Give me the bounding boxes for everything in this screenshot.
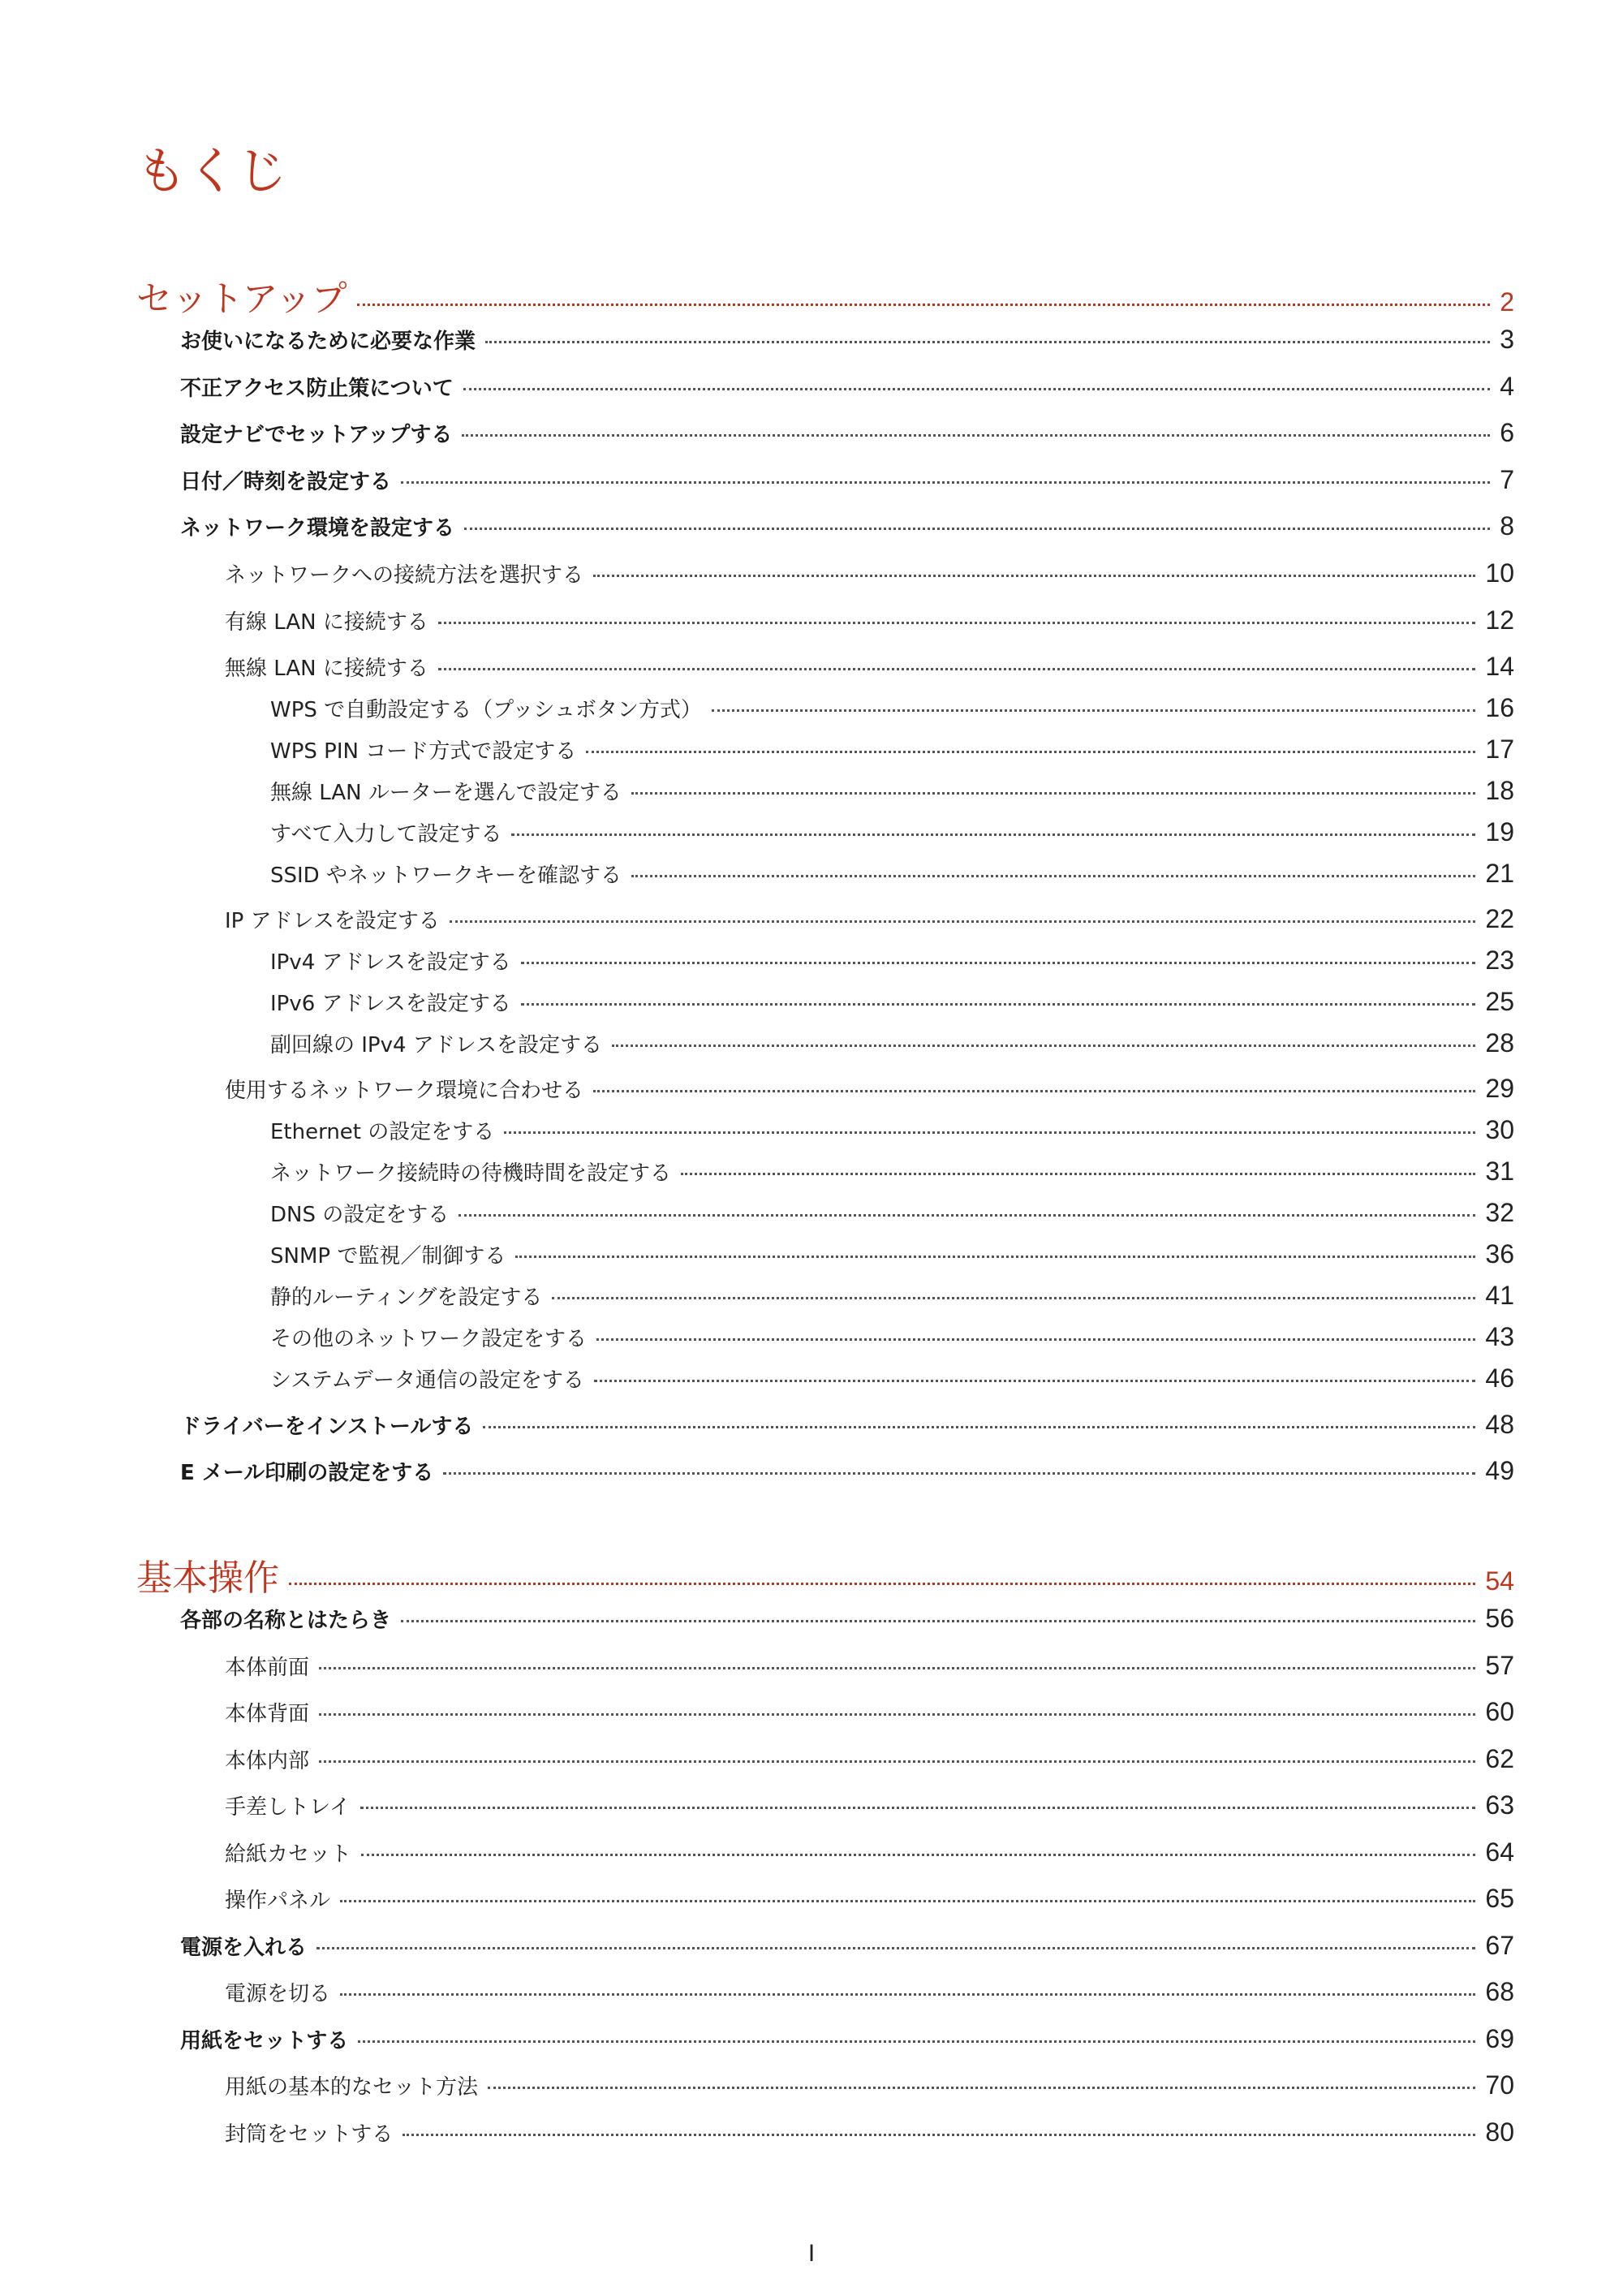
toc-entry-page-number[interactable]: 23 — [1485, 946, 1514, 975]
toc-section-entry[interactable] — [136, 1549, 1514, 1600]
toc-entry-page-number[interactable]: 60 — [1485, 1697, 1514, 1726]
toc-entry-page-number[interactable]: 4 — [1500, 372, 1514, 401]
toc-entry[interactable] — [270, 1281, 1514, 1311]
dot-leader — [358, 2040, 1475, 2043]
dot-leader — [521, 1003, 1476, 1006]
toc-entry[interactable] — [225, 2070, 1514, 2100]
dot-leader — [631, 792, 1476, 795]
toc-entry[interactable] — [225, 904, 1514, 934]
toc-entry[interactable] — [270, 1322, 1514, 1352]
dot-leader — [450, 920, 1476, 923]
dot-leader — [631, 875, 1475, 877]
dot-leader — [360, 1807, 1476, 1809]
toc-entry-label[interactable]: 封筒をセットする — [225, 2122, 394, 2147]
toc-entry-page-number[interactable]: 56 — [1485, 1604, 1514, 1633]
dot-leader — [462, 434, 1490, 437]
dot-leader — [361, 1854, 1475, 1856]
toc-entry-label[interactable]: 使用するネットワーク環境に合わせる — [225, 1079, 584, 1103]
toc-entry-label[interactable]: 給紙カセット — [225, 1842, 352, 1867]
toc-entry[interactable] — [225, 2117, 1514, 2147]
toc-entry[interactable] — [180, 511, 1514, 541]
toc-entry-label[interactable]: ドライバーをインストールする — [180, 1415, 474, 1439]
toc-entry[interactable] — [225, 1790, 1514, 1820]
toc-entry[interactable] — [180, 418, 1514, 448]
toc-entry-label[interactable]: 本体前面 — [225, 1656, 310, 1680]
toc-entry-page-number[interactable]: 48 — [1485, 1410, 1514, 1439]
dot-leader — [340, 1900, 1475, 1902]
toc-entry-page-number[interactable]: 31 — [1485, 1157, 1514, 1186]
toc-entry-page-number[interactable]: 29 — [1485, 1074, 1514, 1103]
page-title: もくじ — [136, 141, 288, 200]
toc-entry-label[interactable]: DNS の設定をする — [270, 1203, 450, 1227]
toc-entry-page-number[interactable]: 63 — [1485, 1790, 1514, 1820]
toc-entry-page-number[interactable]: 49 — [1485, 1456, 1514, 1485]
toc-entry-label[interactable]: WPS で自動設定する（プッシュボタン方式） — [270, 698, 702, 722]
toc-entry-label[interactable]: システムデータ通信の設定をする — [270, 1368, 584, 1393]
toc-entry[interactable] — [180, 372, 1514, 402]
toc-entry-page-number[interactable]: 10 — [1485, 558, 1514, 588]
toc-entry-label[interactable]: 設定ナビでセットアップする — [180, 423, 453, 447]
toc-entry[interactable] — [270, 987, 1514, 1017]
toc-entry-label[interactable]: お使いになるために必要な作業 — [180, 330, 476, 354]
dot-leader — [340, 1993, 1475, 1996]
dot-leader — [319, 1713, 1475, 1716]
toc-entry[interactable] — [180, 1931, 1514, 1961]
toc-entry-label[interactable]: 本体内部 — [225, 1749, 310, 1773]
toc-entry-label[interactable]: セットアップ — [136, 278, 347, 320]
toc-entry-label[interactable]: Ethernet の設定をする — [270, 1120, 495, 1144]
toc-entry[interactable] — [225, 1837, 1514, 1867]
dot-leader — [319, 1667, 1475, 1669]
toc-entry-page-number[interactable]: 80 — [1485, 2117, 1514, 2147]
toc-entry-page-number[interactable]: 25 — [1485, 987, 1514, 1016]
toc-entry[interactable] — [180, 325, 1514, 355]
toc-entry[interactable] — [225, 605, 1514, 635]
toc-entry[interactable] — [270, 693, 1514, 723]
toc-entry-page-number[interactable]: 64 — [1485, 1837, 1514, 1867]
toc-entry[interactable] — [225, 558, 1514, 588]
toc-entry[interactable] — [180, 2024, 1514, 2054]
toc-entry-label[interactable]: 不正アクセス防止策について — [180, 377, 454, 401]
toc-entry-page-number[interactable]: 18 — [1485, 776, 1514, 805]
toc-entry[interactable] — [270, 1198, 1514, 1228]
dot-leader — [438, 622, 1476, 624]
toc-entry[interactable] — [270, 1157, 1514, 1187]
dot-leader — [504, 1131, 1475, 1134]
dot-leader — [357, 304, 1491, 306]
dot-leader — [612, 1045, 1475, 1047]
toc-entry[interactable] — [270, 1115, 1514, 1145]
dot-leader — [681, 1173, 1475, 1175]
toc-entry-page-number[interactable]: 67 — [1485, 1931, 1514, 1960]
dot-leader — [443, 1472, 1475, 1475]
dot-leader — [596, 1338, 1475, 1341]
dot-leader — [319, 1760, 1475, 1763]
toc-entry-page-number[interactable]: 62 — [1485, 1744, 1514, 1773]
toc-entry[interactable] — [180, 1456, 1514, 1486]
dot-leader — [401, 1620, 1475, 1622]
toc-entry-label[interactable]: 用紙の基本的なセット方法 — [225, 2075, 479, 2100]
toc-entry-label[interactable]: すべて入力して設定する — [270, 822, 502, 846]
toc-entry-label[interactable]: 電源を入れる — [180, 1936, 308, 1960]
toc-entry-label[interactable]: ネットワーク環境を設定する — [180, 516, 455, 541]
toc-entry-label[interactable]: E メール印刷の設定をする — [180, 1461, 434, 1485]
toc-entry[interactable] — [225, 1651, 1514, 1681]
toc-entry-page-number[interactable]: 70 — [1485, 2070, 1514, 2100]
toc-entry-label[interactable]: WPS PIN コード方式で設定する — [270, 739, 577, 764]
toc-entry[interactable] — [225, 1744, 1514, 1774]
toc-entry-label[interactable]: ネットワークへの接続方法を選択する — [225, 563, 584, 588]
dot-leader — [712, 709, 1476, 712]
dot-leader — [485, 341, 1490, 343]
toc-entry-page-number[interactable]: 22 — [1485, 904, 1514, 933]
toc-entry-page-number[interactable]: 6 — [1500, 418, 1514, 447]
dot-leader — [458, 1214, 1475, 1217]
toc-entry-label[interactable]: 副回線の IPv4 アドレスを設定する — [270, 1033, 603, 1058]
dot-leader — [511, 834, 1475, 836]
toc-entry[interactable] — [225, 652, 1514, 682]
toc-entry[interactable] — [270, 859, 1514, 889]
dot-leader — [401, 481, 1490, 484]
toc-entry[interactable] — [225, 1977, 1514, 2007]
toc-entry-label[interactable]: IPv6 アドレスを設定する — [270, 992, 511, 1016]
toc-entry-page-number[interactable]: 12 — [1485, 605, 1514, 635]
toc-entry-page-number[interactable]: 14 — [1485, 652, 1514, 681]
toc-entry-page-number[interactable]: 57 — [1485, 1651, 1514, 1680]
toc-entry-page-number[interactable]: 17 — [1485, 734, 1514, 764]
toc-entry[interactable] — [225, 1884, 1514, 1914]
dot-leader — [316, 1947, 1475, 1949]
toc-entry-label[interactable]: 手差しトレイ — [225, 1795, 351, 1820]
dot-leader — [488, 2087, 1475, 2089]
dot-leader — [594, 1380, 1476, 1382]
toc-entry-page-number[interactable]: 19 — [1485, 817, 1514, 846]
toc-entry-page-number[interactable]: 68 — [1485, 1977, 1514, 2006]
toc-entry-page-number[interactable]: 46 — [1485, 1363, 1514, 1393]
toc-entry-label[interactable]: IP アドレスを設定する — [225, 909, 440, 933]
dot-leader — [464, 528, 1490, 530]
dot-leader — [289, 1583, 1475, 1585]
toc-entry-label[interactable]: 無線 LAN に接続する — [225, 657, 428, 681]
toc-entry[interactable] — [180, 1410, 1514, 1440]
toc-entry-label[interactable]: 用紙をセットする — [180, 2029, 349, 2053]
toc-entry-page-number[interactable]: 3 — [1500, 325, 1514, 354]
toc-entry[interactable] — [270, 776, 1514, 806]
toc-entry-page-number[interactable]: 7 — [1500, 465, 1514, 494]
dot-leader — [483, 1426, 1475, 1428]
toc-entry-page-number[interactable]: 8 — [1500, 511, 1514, 541]
toc-entry-page-number[interactable]: 54 — [1485, 1566, 1514, 1596]
dot-leader — [463, 388, 1491, 390]
toc-entry[interactable] — [270, 1028, 1514, 1058]
toc-entry-page-number[interactable]: 28 — [1485, 1028, 1514, 1058]
toc-entry-page-number[interactable]: 32 — [1485, 1198, 1514, 1227]
dot-leader — [438, 668, 1476, 670]
toc-entry-label[interactable]: 無線 LAN ルーターを選んで設定する — [270, 781, 622, 805]
toc-entry-label[interactable]: 基本操作 — [136, 1557, 279, 1599]
dot-leader — [586, 751, 1475, 753]
toc-entry-label[interactable]: その他のネットワーク設定をする — [270, 1327, 588, 1351]
toc-entry-label[interactable]: IPv4 アドレスを設定する — [270, 950, 511, 975]
dot-leader — [552, 1297, 1475, 1299]
toc-entry-page-number[interactable]: 36 — [1485, 1239, 1514, 1269]
toc-entry-page-number[interactable]: 21 — [1485, 859, 1514, 888]
toc-entry[interactable] — [270, 1239, 1514, 1269]
toc-entry-page-number[interactable]: 30 — [1485, 1115, 1514, 1144]
toc-entry-page-number[interactable]: 2 — [1500, 287, 1514, 317]
toc-section-entry[interactable] — [136, 269, 1514, 321]
toc-entry[interactable] — [270, 1363, 1514, 1394]
toc-entry-page-number[interactable]: 69 — [1485, 2024, 1514, 2053]
toc-entry-label[interactable]: 電源を切る — [225, 1982, 331, 2006]
toc-entry-label[interactable]: 操作パネル — [225, 1889, 331, 1913]
toc-entry-page-number[interactable]: 16 — [1485, 693, 1514, 722]
toc-entry[interactable] — [270, 946, 1514, 976]
dot-leader — [593, 1090, 1475, 1092]
toc-entry-label[interactable]: SSID やネットワークキーを確認する — [270, 864, 622, 888]
toc-entry[interactable] — [225, 1074, 1514, 1104]
toc-entry-label[interactable]: 有線 LAN に接続する — [225, 610, 428, 635]
toc-entry[interactable] — [180, 465, 1514, 495]
toc-entry-page-number[interactable]: 65 — [1485, 1884, 1514, 1913]
toc-entry[interactable] — [225, 1697, 1514, 1727]
dot-leader — [515, 1256, 1475, 1258]
footer-page-number: I — [807, 2240, 816, 2267]
toc-entry-label[interactable]: SNMP で監視／制御する — [270, 1244, 506, 1269]
toc-entry-label[interactable]: 各部の名称とはたらき — [180, 1609, 392, 1633]
toc-entry-label[interactable]: ネットワーク接続時の待機時間を設定する — [270, 1161, 672, 1186]
dot-leader — [593, 575, 1475, 577]
dot-leader — [403, 2134, 1475, 2136]
toc-entry-page-number[interactable]: 43 — [1485, 1322, 1514, 1351]
toc-entry-page-number[interactable]: 41 — [1485, 1281, 1514, 1310]
toc-entry[interactable] — [270, 734, 1514, 765]
toc-entry-label[interactable]: 本体背面 — [225, 1702, 310, 1726]
toc-entry[interactable] — [270, 817, 1514, 847]
dot-leader — [521, 962, 1476, 964]
toc-entry[interactable] — [180, 1604, 1514, 1634]
toc-entry-label[interactable]: 日付／時刻を設定する — [180, 470, 392, 494]
toc-entry-label[interactable]: 静的ルーティングを設定する — [270, 1286, 543, 1310]
